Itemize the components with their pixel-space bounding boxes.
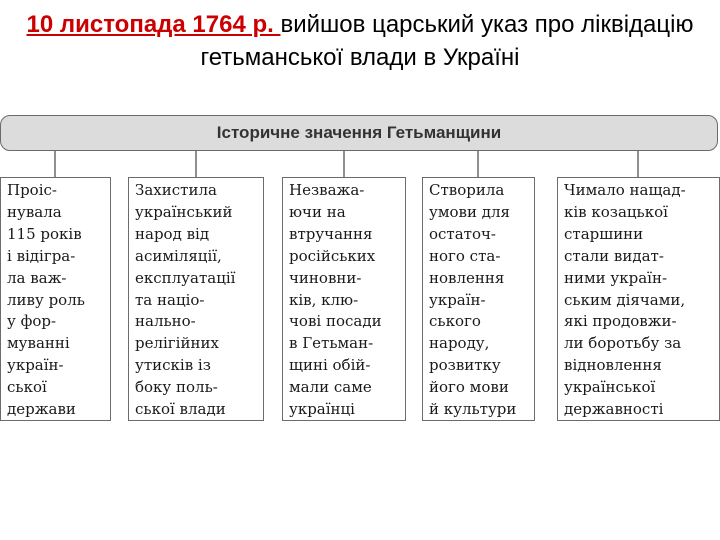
title-text: вийшов царський указ про ліквідацію гетьманської влади в Україні (200, 11, 694, 71)
significance-card-5: Чимало нащад- ків козацької старшини стали видат- ними україн- ським діячами, які продовжи- ли боротьбу за відновлення української державності (557, 177, 720, 421)
diagram-header: Історичне значення Гетьманщини (0, 115, 718, 151)
significance-card-2: Захистила український народ від асиміляції, експлуатації та націо- нально- релігійних утисків із боку поль- ської влади (128, 177, 264, 421)
significance-card-3: Незважа- ючи на втручання російських чиновни- ків, клю- чові посади в Гетьман- щині обій- мали саме українці (282, 177, 406, 421)
title-date: 10 листопада 1764 р. (26, 11, 281, 38)
significance-card-4: Створила умови для остаточ- ного ста- новлення україн- ського народу, розвитку його мови й культури (422, 177, 535, 421)
significance-card-1: Проіс- нувала 115 років і відігра- ла важ- ливу роль у фор- муванні україн- ської держави (0, 177, 111, 421)
